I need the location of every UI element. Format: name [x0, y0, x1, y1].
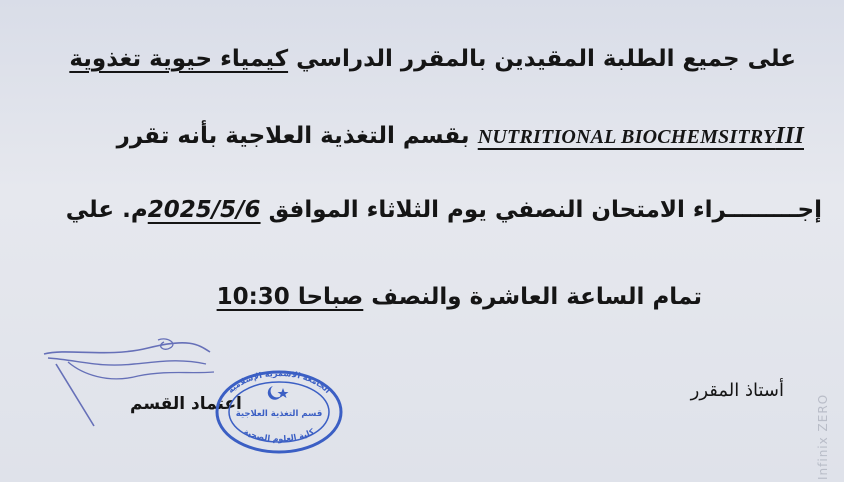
notice-line-4: [217, 284, 702, 310]
department-stamp: [213, 368, 345, 456]
exam-date: 2025/5/6: [147, 197, 261, 223]
camera-watermark: Infinix ZERO: [816, 393, 830, 480]
stamp-bottom-text: كلية العلوم الصحية: [242, 427, 316, 444]
svg-text:كلية العلوم الصحية: [242, 427, 315, 443]
notice-line-3-text: إجـــــــــراء الامتحان النصفي يوم الثلاثاء الموافق: [260, 197, 822, 223]
course-name-english-text: NUTRITIONAL BIOCHEMSITRY: [477, 126, 776, 148]
stamp-outer-text: الجامعة الاسمرية الإسلامية: [225, 368, 333, 395]
notice-line-1: [69, 46, 796, 72]
notice-line-2-text: بقسم التغذية العلاجية بأنه تقرر: [116, 123, 478, 149]
notice-line-3-suffix: م. علي: [65, 197, 148, 223]
notice-line-2: [117, 123, 804, 150]
course-professor-label: أستاذ المقرر: [690, 380, 784, 401]
stamp-middle-text: قسم التغذية العلاجية: [235, 409, 323, 419]
notice-line-1-text: على جميع الطلبة المقيدين بالمقرر الدراسي: [288, 46, 796, 72]
exam-time: صباحا 10:30: [216, 284, 364, 310]
course-level: III: [775, 123, 804, 149]
course-name-english: [477, 123, 804, 149]
notice-line-3: [66, 197, 822, 223]
department-approval-label: اعتماد القسم: [130, 394, 242, 414]
handwritten-signature: [38, 334, 218, 430]
course-name-arabic: كيمياء حيوية تغذوية: [69, 46, 289, 72]
notice-line-4-text: تمام الساعة العاشرة والنصف: [363, 284, 702, 310]
